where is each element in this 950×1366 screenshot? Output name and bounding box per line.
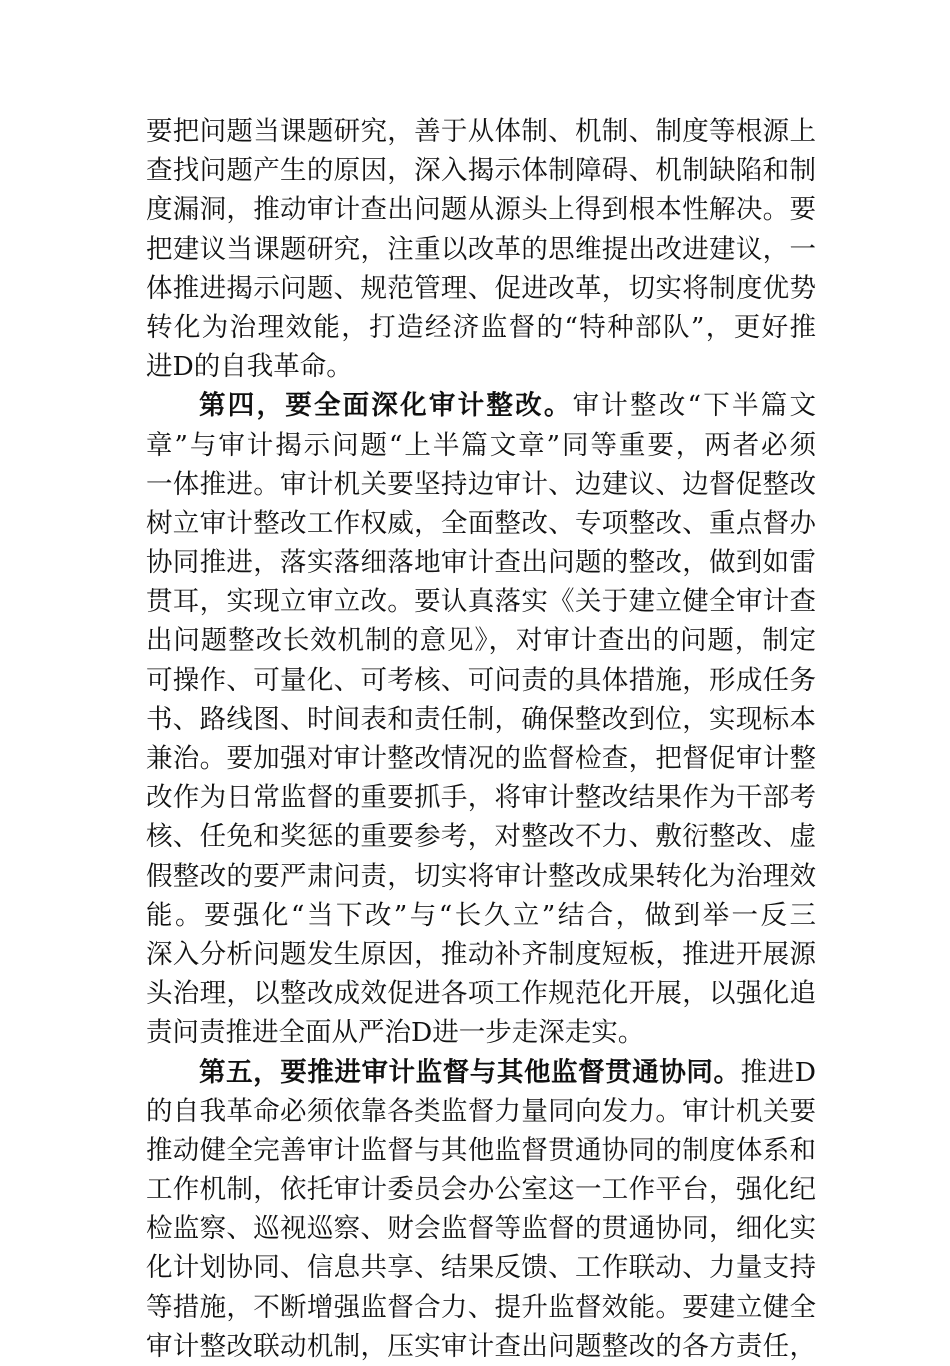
paragraph-3-line-6: 化计划协同、信息共享、结果反馈、工作联动、力量支持: [146, 1252, 816, 1284]
paragraph-1-line-6: 转化为治理效能，打造经济监督的“特种部队”，更好推: [146, 311, 816, 343]
paragraph-2-heading: 第四，要全面深化审计整改。: [199, 390, 573, 422]
paragraph-2-line-16: 头治理，以整改成效促进各项工作规范化开展，以强化追: [146, 978, 816, 1010]
paragraph-2-line-3: 一体推进。审计机关要坚持边审计、边建议、边督促整改: [146, 468, 816, 500]
paragraph-2-line-15: 深入分析问题发生原因，推动补齐制度短板，推进开展源: [146, 938, 816, 970]
paragraph-3-line-1: [146, 1053, 816, 1092]
paragraph-2-line-11: 改作为日常监督的重要抓手，将审计整改结果作为干部考: [146, 782, 816, 814]
paragraph-1-line-3: 度漏洞，推动审计查出问题从源头上得到根本性解决。要: [146, 194, 816, 226]
paragraph-1-line-1: 要把问题当课题研究，善于从体制、机制、制度等根源上: [146, 116, 816, 147]
paragraph-3-line-8: 审计整改联动机制，压实审计查出问题整改的各方责任，: [146, 1330, 816, 1362]
paragraph-1-line-5: 体推进揭示问题、规范管理、促进改革，切实将制度优势: [146, 272, 816, 304]
paragraph-3-line-5: 检监察、巡视巡察、财会监督等监督的贯通协同，细化实: [146, 1213, 816, 1245]
paragraph-2-line-2: 章”与审计揭示问题“上半篇文章”同等重要，两者必须: [146, 429, 816, 461]
paragraph-3-heading: 第五，要推进审计监督与其他监督贯通协同。: [199, 1056, 741, 1088]
paragraph-2-line-9: 书、路线图、时间表和责任制，确保整改到位，实现标本: [146, 703, 816, 735]
paragraph-2-line-12: 核、任免和奖惩的重要参考，对整改不力、敷衍整改、虚: [146, 821, 816, 853]
paragraph-2-line-1: [146, 386, 816, 425]
paragraph-2-line-13: 假整改的要严肃问责，切实将审计整改成果转化为治理效: [146, 860, 816, 892]
paragraph-2-line-14: 能。要强化“当下改”与“长久立”结合，做到举一反三: [146, 899, 816, 931]
paragraph-3-line-1-text: 推进D: [740, 1056, 816, 1088]
paragraph-2-line-7: 出问题整改长效机制的意见》，对审计查出的问题，制定: [146, 625, 816, 657]
paragraph-2-line-17: 责问责推进全面从严治D进一步走深走实。: [146, 1017, 645, 1049]
paragraph-3-line-3: 推动健全完善审计监督与其他监督贯通协同的制度体系和: [146, 1134, 816, 1166]
paragraph-1-line-7: 进D的自我革命。: [146, 351, 353, 383]
paragraph-1-line-2: 查找问题产生的原因，深入揭示体制障碍、机制缺陷和制: [146, 155, 816, 187]
document-body: [146, 112, 816, 1366]
paragraph-2-line-4: 树立审计整改工作权威，全面整改、专项整改、重点督办: [146, 507, 816, 539]
paragraph-3-line-7: 等措施，不断增强监督合力、提升监督效能。要建立健全: [146, 1291, 816, 1323]
paragraph-2-line-10: 兼治。要加强对审计整改情况的监督检查，把督促审计整: [146, 743, 816, 774]
paragraph-3-line-2: 的自我革命必须依靠各类监督力量同向发力。审计机关要: [146, 1095, 816, 1127]
paragraph-3-line-4: 工作机制，依托审计委员会办公室这一工作平台，强化纪: [146, 1174, 816, 1206]
paragraph-2-line-6: 贯耳，实现立审立改。要认真落实《关于建立健全审计查: [146, 586, 816, 618]
paragraph-2-line-8: 可操作、可量化、可考核、可问责的具体措施，形成任务: [146, 664, 816, 696]
paragraph-2-line-5: 协同推进，落实落细落地审计查出问题的整改，做到如雷: [146, 547, 816, 579]
paragraph-1-line-4: 把建议当课题研究，注重以改革的思维提出改进建议，一: [146, 233, 816, 265]
paragraph-2-line-1-text: 审计整改“下半篇文: [572, 390, 816, 422]
